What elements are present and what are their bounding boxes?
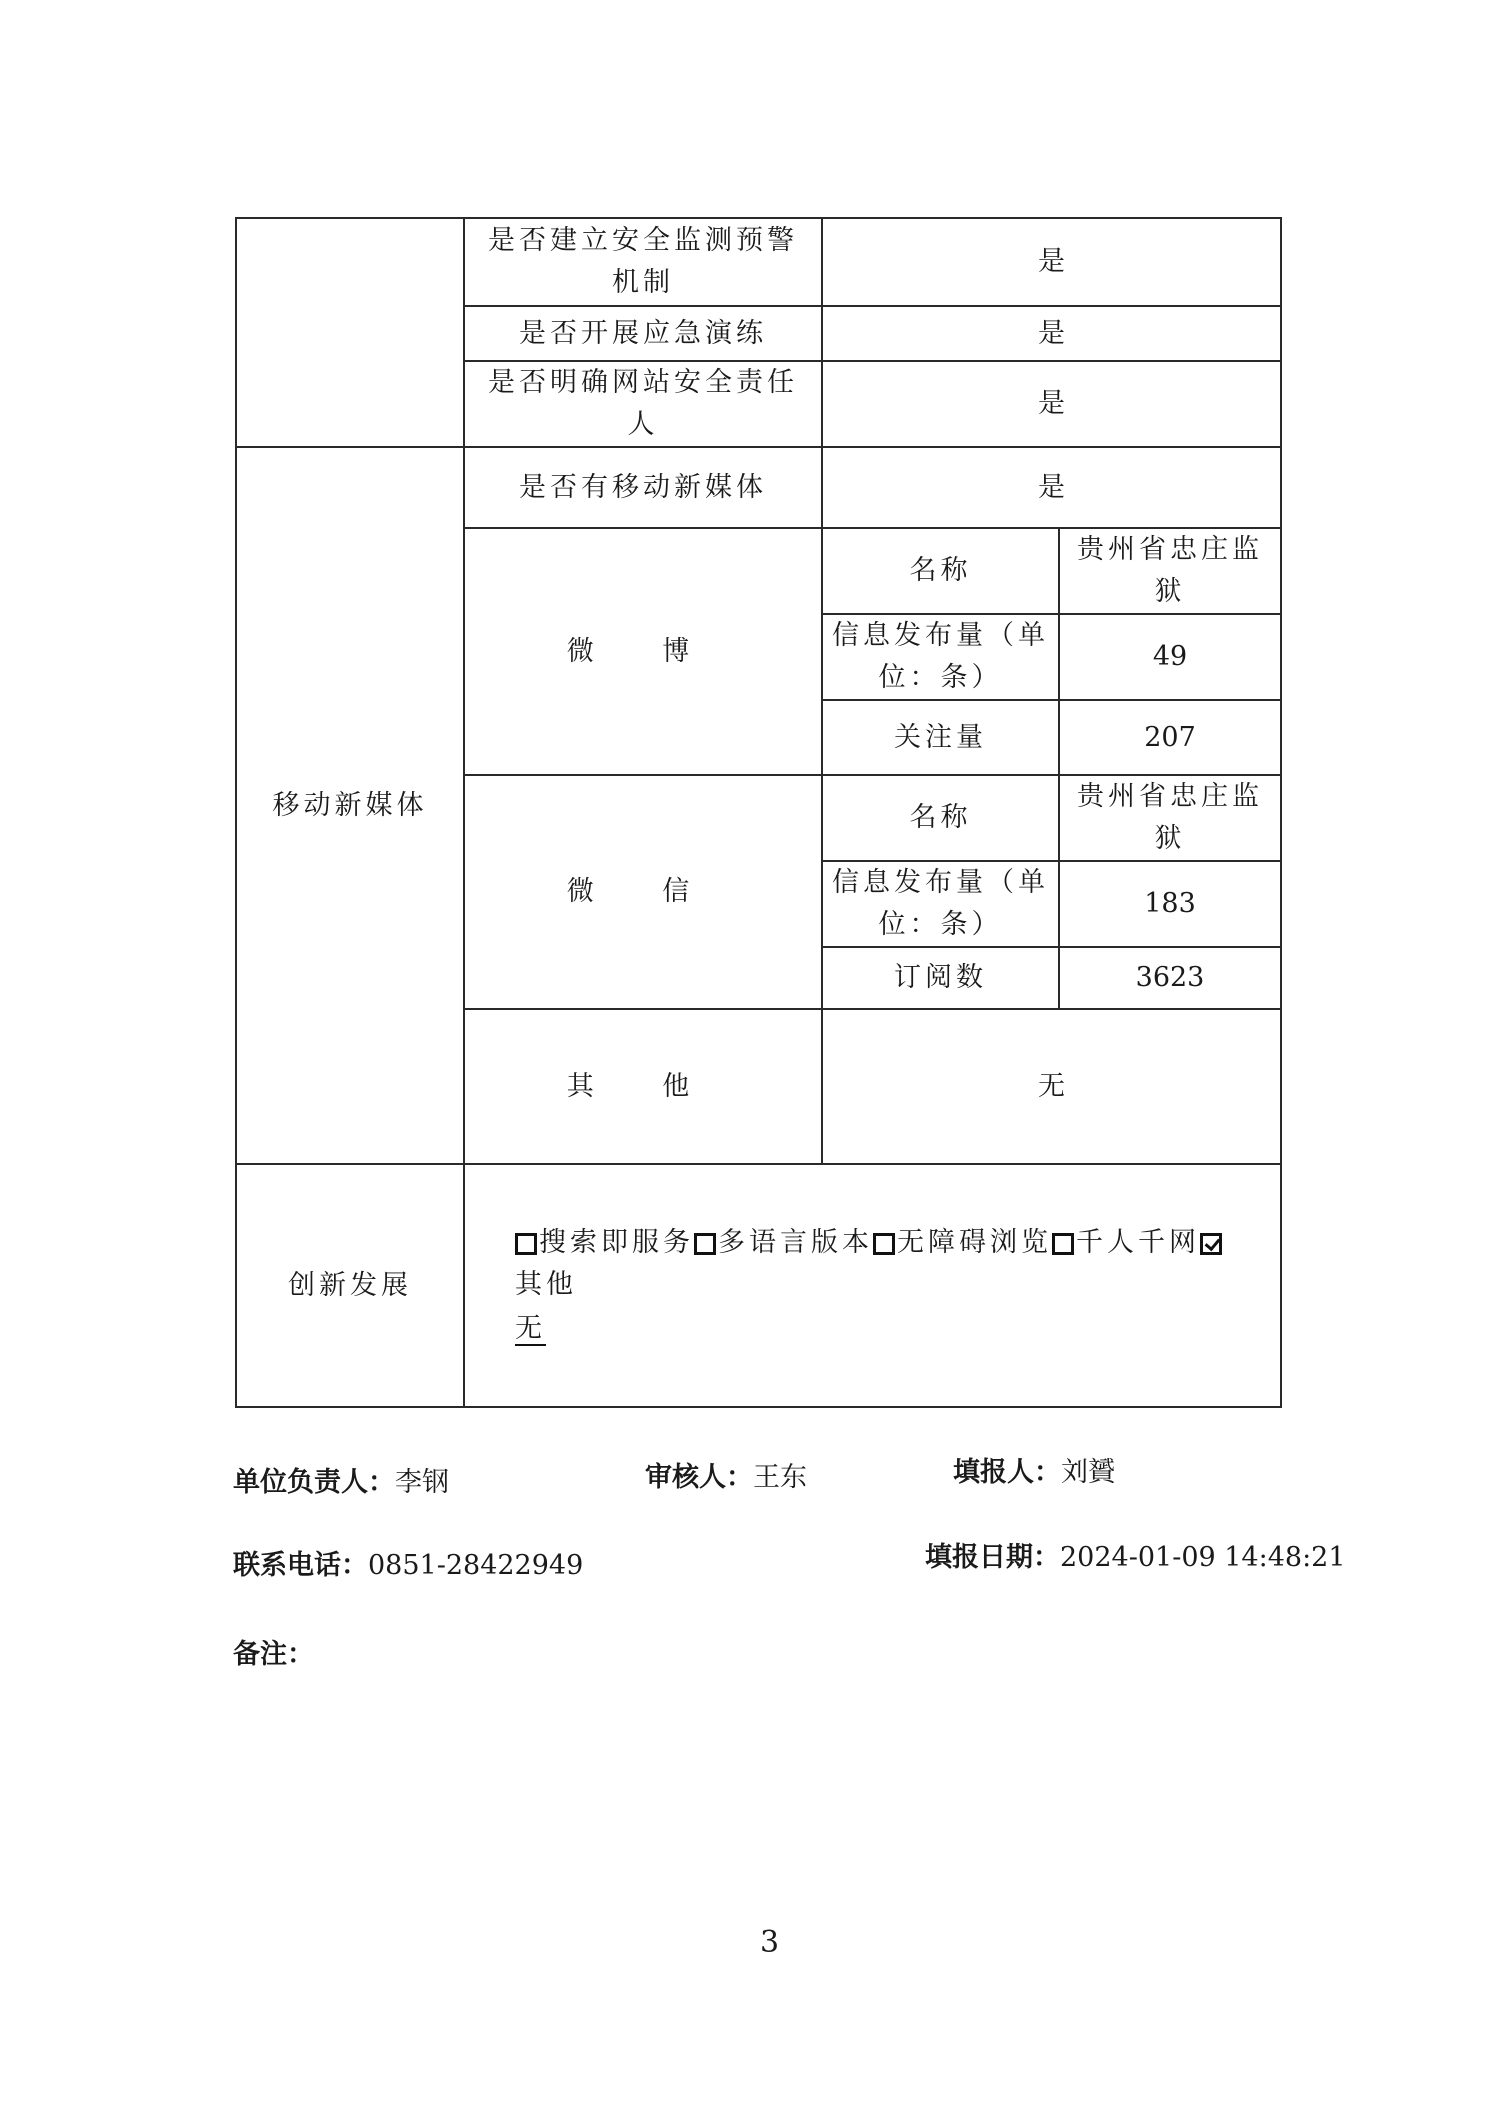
weibo-label: 微 博: [464, 528, 822, 775]
checkbox-icon[interactable]: [873, 1233, 895, 1255]
emergency-drill-label: 是否开展应急演练: [464, 306, 822, 361]
innovation-option-label: 千人千网: [1076, 1226, 1200, 1258]
checkbox-icon[interactable]: [515, 1233, 537, 1255]
weibo-followers-label: 关注量: [822, 700, 1059, 775]
checkbox-icon[interactable]: [694, 1233, 716, 1255]
remarks: [233, 1637, 314, 1673]
security-monitoring-value: 是: [822, 218, 1281, 306]
fill-date-label: 填报日期：: [925, 1542, 1060, 1573]
wechat-posts-label: 信息发布量（单位：条）: [822, 861, 1059, 947]
filler-label: 填报人：: [953, 1457, 1061, 1488]
innovation-options: [515, 1227, 1224, 1300]
reviewer-label: 审核人：: [645, 1462, 753, 1493]
unit-head-label: 单位负责人：: [233, 1467, 395, 1498]
wechat-name-value: 贵州省忠庄监狱: [1059, 775, 1281, 861]
innovation-other-text: 无: [515, 1312, 546, 1344]
table-row: [236, 447, 1281, 528]
innovation-label: 创新发展: [236, 1164, 464, 1407]
wechat-name-label: 名称: [822, 775, 1059, 861]
fill-date: [925, 1540, 1346, 1576]
checkbox-checked-icon[interactable]: [1200, 1233, 1222, 1255]
innovation-option-label: 搜索即服务: [539, 1226, 694, 1258]
phone-value: 0851-28422949: [368, 1550, 584, 1581]
wechat-subscribers-value: 3623: [1059, 947, 1281, 1009]
emergency-drill-value: 是: [822, 306, 1281, 361]
weibo-followers-value: 207: [1059, 700, 1281, 775]
table-row: [236, 1164, 1281, 1407]
wechat-posts-value: 183: [1059, 861, 1281, 947]
filler-value: 刘贇: [1061, 1457, 1115, 1488]
weibo-name-value: 贵州省忠庄监狱: [1059, 528, 1281, 614]
security-owner-value: 是: [822, 361, 1281, 447]
weibo-posts-value: 49: [1059, 614, 1281, 700]
innovation-option-label: 无障碍浏览: [897, 1226, 1052, 1258]
table-row: [236, 218, 1281, 306]
security-owner-label: 是否明确网站安全责任人: [464, 361, 822, 447]
innovation-option-label: 多语言版本: [718, 1226, 873, 1258]
has-mobile-media-label: 是否有移动新媒体: [464, 447, 822, 528]
reviewer-value: 王东: [753, 1462, 807, 1493]
weibo-posts-label: 信息发布量（单位：条）: [822, 614, 1059, 700]
remarks-label: 备注：: [233, 1639, 314, 1670]
unit-head-value: 李钢: [395, 1467, 449, 1498]
other-label: 其 他: [464, 1009, 822, 1164]
page-number: 3: [760, 1925, 780, 1960]
phone: [233, 1548, 583, 1584]
filler: [953, 1455, 1115, 1491]
weibo-name-label: 名称: [822, 528, 1059, 614]
wechat-subscribers-label: 订阅数: [822, 947, 1059, 1009]
reviewer: [645, 1460, 807, 1496]
other-value: 无: [822, 1009, 1281, 1164]
security-monitoring-label: 是否建立安全监测预警机制: [464, 218, 822, 306]
mobile-media-section-label: 移动新媒体: [236, 447, 464, 1164]
innovation-other-line: [515, 1308, 1230, 1350]
unit-head: [233, 1465, 449, 1501]
report-table: [235, 217, 1282, 1408]
security-section-cell: [236, 218, 464, 447]
fill-date-value: 2024-01-09 14:48:21: [1060, 1542, 1346, 1573]
innovation-options-cell: [464, 1164, 1281, 1407]
checkbox-icon[interactable]: [1052, 1233, 1074, 1255]
innovation-option-label: 其他: [515, 1268, 577, 1300]
has-mobile-media-value: 是: [822, 447, 1281, 528]
phone-label: 联系电话：: [233, 1550, 368, 1581]
wechat-label: 微 信: [464, 775, 822, 1009]
